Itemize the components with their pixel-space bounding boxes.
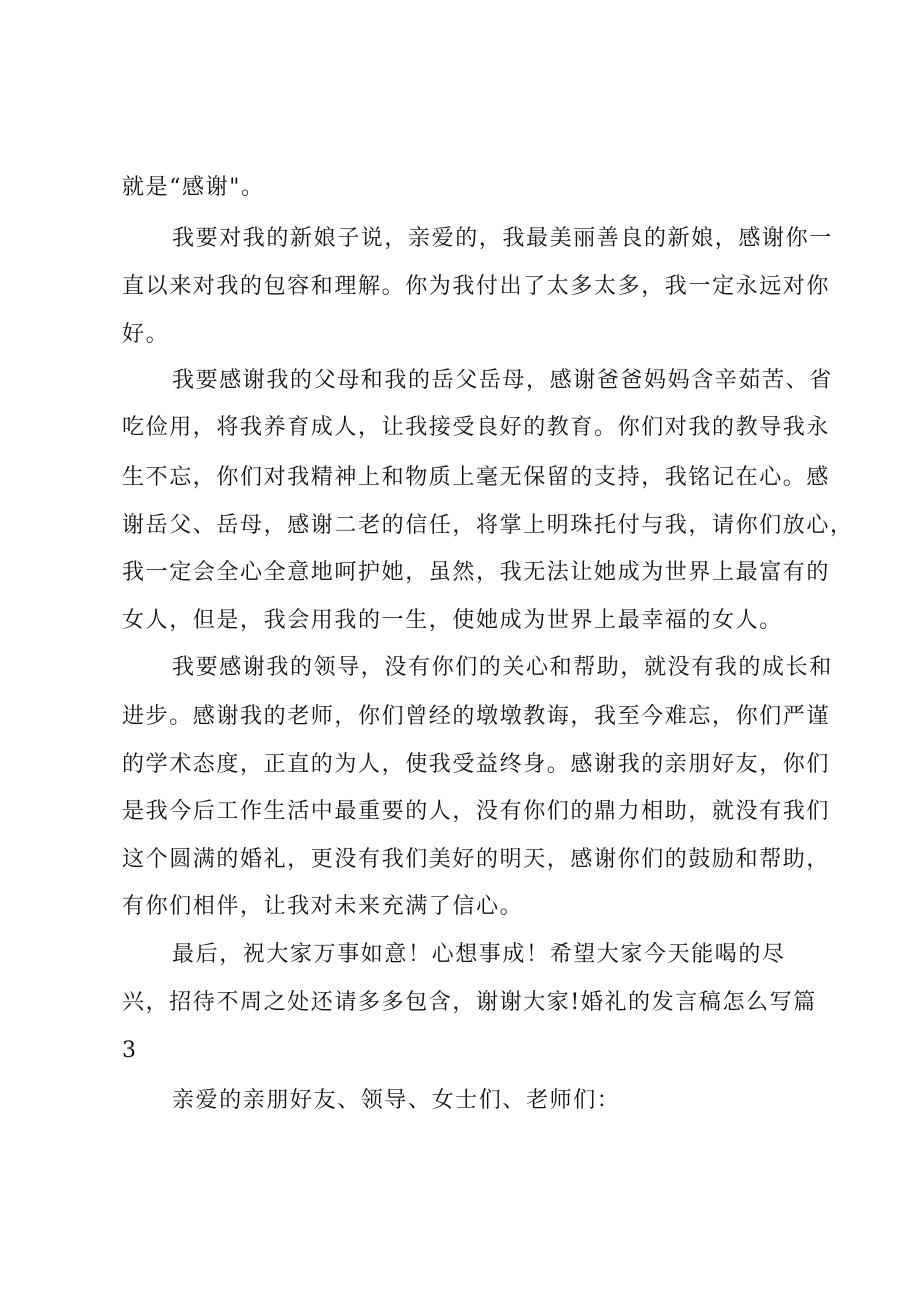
text-line: 吃俭用，将我养育成人，让我接受良好的教育。你们对我的教导我永 — [122, 415, 831, 440]
text-line: 兴，招待不周之处还请多多包含，谢谢大家!婚礼的发言稿怎么写篇 — [122, 990, 817, 1015]
text-line: 生不忘，你们对我精神上和物质上毫无保留的支持，我铭记在心。感 — [122, 465, 831, 490]
text-line: 的学术态度，正直的为人，使我受益终身。感谢我的亲朋好友，你们 — [122, 752, 831, 777]
text-line: 是我今后工作生活中最重要的人，没有你们的鼎力相助，就没有我们 — [122, 799, 831, 824]
text-line: 就是“感谢"。 — [122, 175, 265, 200]
text-line: 我要感谢我的父母和我的岳父岳母，感谢爸爸妈妈含辛茹苦、省 — [172, 368, 833, 393]
text-line: 我要感谢我的领导，没有你们的关心和帮助，就没有我的成长和 — [172, 655, 833, 680]
text-line: 我要对我的新娘子说，亲爱的，我最美丽善良的新娘，感谢你一 — [172, 226, 833, 251]
text-line: 直以来对我的包容和理解。你为我付出了太多太多，我一定永远对你 — [122, 274, 831, 299]
text-line: 有你们相伴，让我对未来充满了信心。 — [122, 894, 524, 919]
text-line: 3 — [122, 1038, 138, 1063]
text-line: 最后，祝大家万事如意！心想事成！希望大家今天能喝的尽 — [172, 942, 786, 967]
text-line: 我一定会全心全意地呵护她，虽然，我无法让她成为世界上最富有的 — [122, 560, 831, 585]
text-line: 谢岳父、岳母，感谢二老的信任，将掌上明珠托付与我，请你们放心， — [122, 513, 854, 538]
text-line: 亲爱的亲朋好友、领导、女士们、老师们： — [172, 1088, 621, 1113]
text-line: 进步。感谢我的老师，你们曾经的墩墩教诲，我至今难忘，你们严谨 — [122, 704, 831, 729]
text-line: 女人，但是，我会用我的一生，使她成为世界上最幸福的女人。 — [122, 608, 783, 633]
text-line: 这个圆满的婚礼，更没有我们美好的明天，感谢你们的鼓励和帮助， — [122, 847, 831, 872]
text-line: 好。 — [122, 322, 170, 347]
